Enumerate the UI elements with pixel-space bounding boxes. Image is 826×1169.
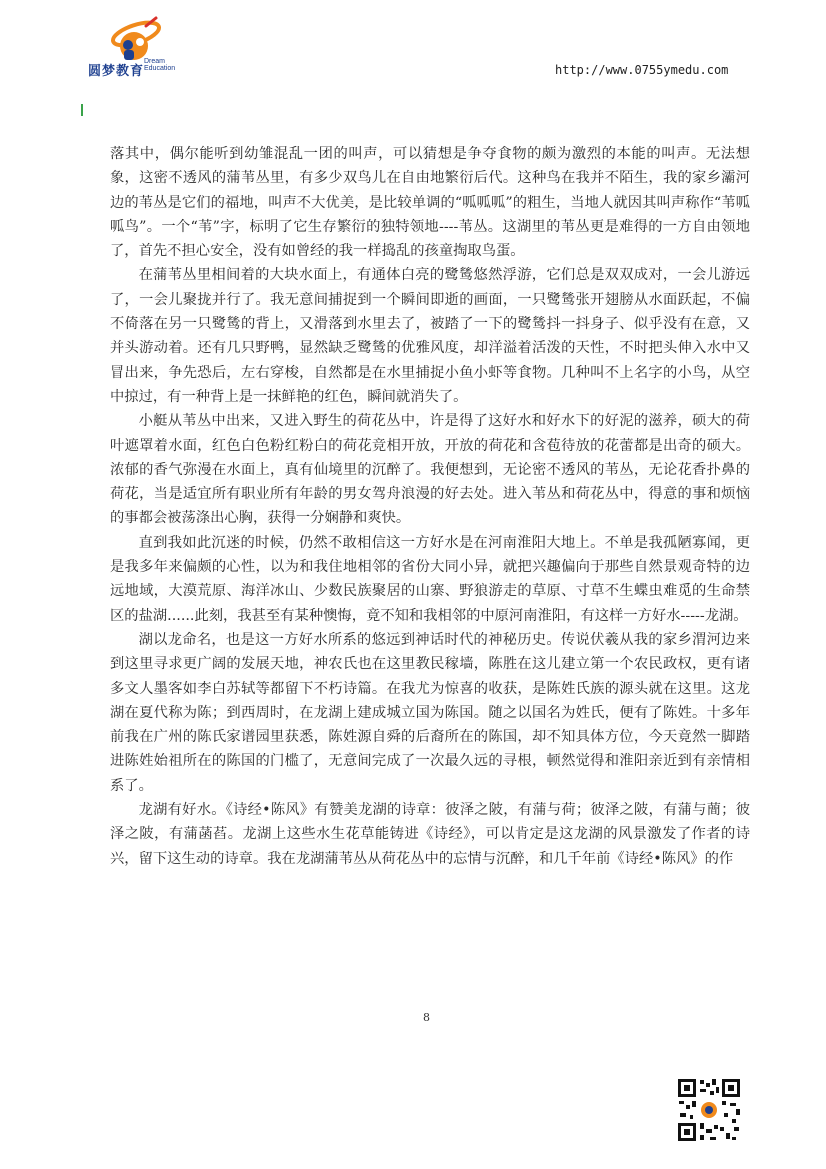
page-number: 8 [423, 1011, 430, 1024]
logo-english-line-1: Dream [144, 58, 166, 65]
paragraph: 湖以龙命名，也是这一方好水所系的悠远到神话时代的神秘历史。传说伏羲从我的家乡渭河边来到这里寻求更广阔的发展天地，神农氏也在这里教民稼墙，陈胜在这儿建立第一个农民政权，更有诸多文人墨客如李白苏轼等都留下不朽诗篇。在我尤为惊喜的收获，是陈姓氏族的源头就在这里。这龙湖在夏代称为陈；到西周时，在龙湖上建成城立国为陈国。随之以国名为姓氏，便有了陈姓。十多年前我在广州的陈氏家谱园里获悉，陈姓源自舜的后裔所在的陈国，却不知具体方位，今天竟然一脚踏进陈姓始祖所在的陈国的门槛了，无意间完成了一次最久远的寻根，顿然觉得和淮阳亲近到有亲情相系了。 [110, 631, 750, 794]
paragraph: 小艇从苇丛中出来，又进入野生的荷花丛中，许是得了这好水和好水下的好泥的滋养，硕大的荷叶遮罩着水面，红色白色粉红粉白的荷花竞相开放，开放的荷花和含苞待放的花蕾都是出奇的硕大。浓郁的香气弥漫在水面上，真有仙境里的沉醉了。我便想到，无论密不透风的苇丛，无论花香扑鼻的荷花，当是适宜所有职业所有年龄的男女驾舟浪漫的好去处。进入苇丛和荷花丛中，得意的事和烦恼的事都会被荡涤出心胸，获得一分娴静和爽快。 [110, 413, 750, 527]
page-header [0, 0, 826, 110]
paragraph: 落其中，偶尔能听到幼雏混乱一团的叫声，可以猜想是争夺食物的颇为激烈的本能的叫声。无法想象，这密不透风的蒲苇丛里，有多少双鸟儿在自由地繁衍后代。这种鸟在我并不陌生，我的家乡灞河边的苇丛是它们的福地，叫声不大优美，是比较单调的“呱呱呱”的粗生，当地人就因其叫声称作“苇呱呱鸟”。一个“苇”字，标明了它生存繁衍的独特领地----苇丛。这湖里的苇丛更是难得的一方自由领地了，首先不担心安全，没有如曾经的我一样捣乱的孩童掏取鸟蛋。 [110, 146, 750, 260]
logo-english-name [144, 58, 175, 72]
logo-chinese-name: 圆梦教育 [88, 64, 145, 79]
logo-english-line-2: Education [144, 65, 176, 72]
paragraph: 在蒲苇丛里相间着的大块水面上，有通体白亮的鹭鸶悠然浮游，它们总是双双成对，一会儿游远了，一会儿聚拢并行了。我无意间捕捉到一个瞬间即逝的画面，一只鹭鸶张开翅膀从水面跃起，不偏不倚落在另一只鹭鸶的背上，又滑落到水里去了，被踏了一下的鹭鸶抖一抖身子、似乎没有在意，又并头游动着。还有几只野鸭，显然缺乏鹭鸶的优雅风度，却洋溢着活泼的天性，不时把头伸入水中又冒出来，争先恐后，左右穿梭，自然都是在水里捕捉小鱼小虾等食物。几种叫不上名字的小鸟，从空中掠过，有一种背上是一抹鲜艳的红色，瞬间就消失了。 [110, 267, 750, 405]
article-body [110, 142, 750, 871]
paragraph: 龙湖有好水。《诗经•陈风》有赞美龙湖的诗章：彼泽之陂，有蒲与荷；彼泽之陂，有蒲与蕳；彼泽之陂，有蒲菡萏。龙湖上这些水生花草能铸进《诗经》，可以肯定是这龙湖的风景激发了作者的诗兴，留下这生动的诗章。我在龙湖蒲苇丛从荷花丛中的忘情与沉醉，和几千年前《诗经•陈风》的作 [110, 802, 750, 867]
margin-mark [81, 104, 83, 116]
website-url[interactable]: http://www.0755ymedu.com [555, 63, 729, 77]
qr-code-icon[interactable] [676, 1077, 742, 1143]
paragraph: 直到我如此沉迷的时候，仍然不敢相信这一方好水是在河南淮阳大地上。不单是我孤陋寡闻，更是我多年来偏颇的心性，以为和我住地相邻的省份大同小异，就把兴趣偏向于那些自然景观奇特的边远地域，大漠荒原、海洋冰山、少数民族聚居的山寨、野狼游走的草原、寸草不生蝶虫难觅的生命禁区的盐湖......此刻，我甚至有某种懊悔，竟不知和我相邻的中原河南淮阳，有这样一方好水-----龙湖。 [110, 534, 750, 624]
